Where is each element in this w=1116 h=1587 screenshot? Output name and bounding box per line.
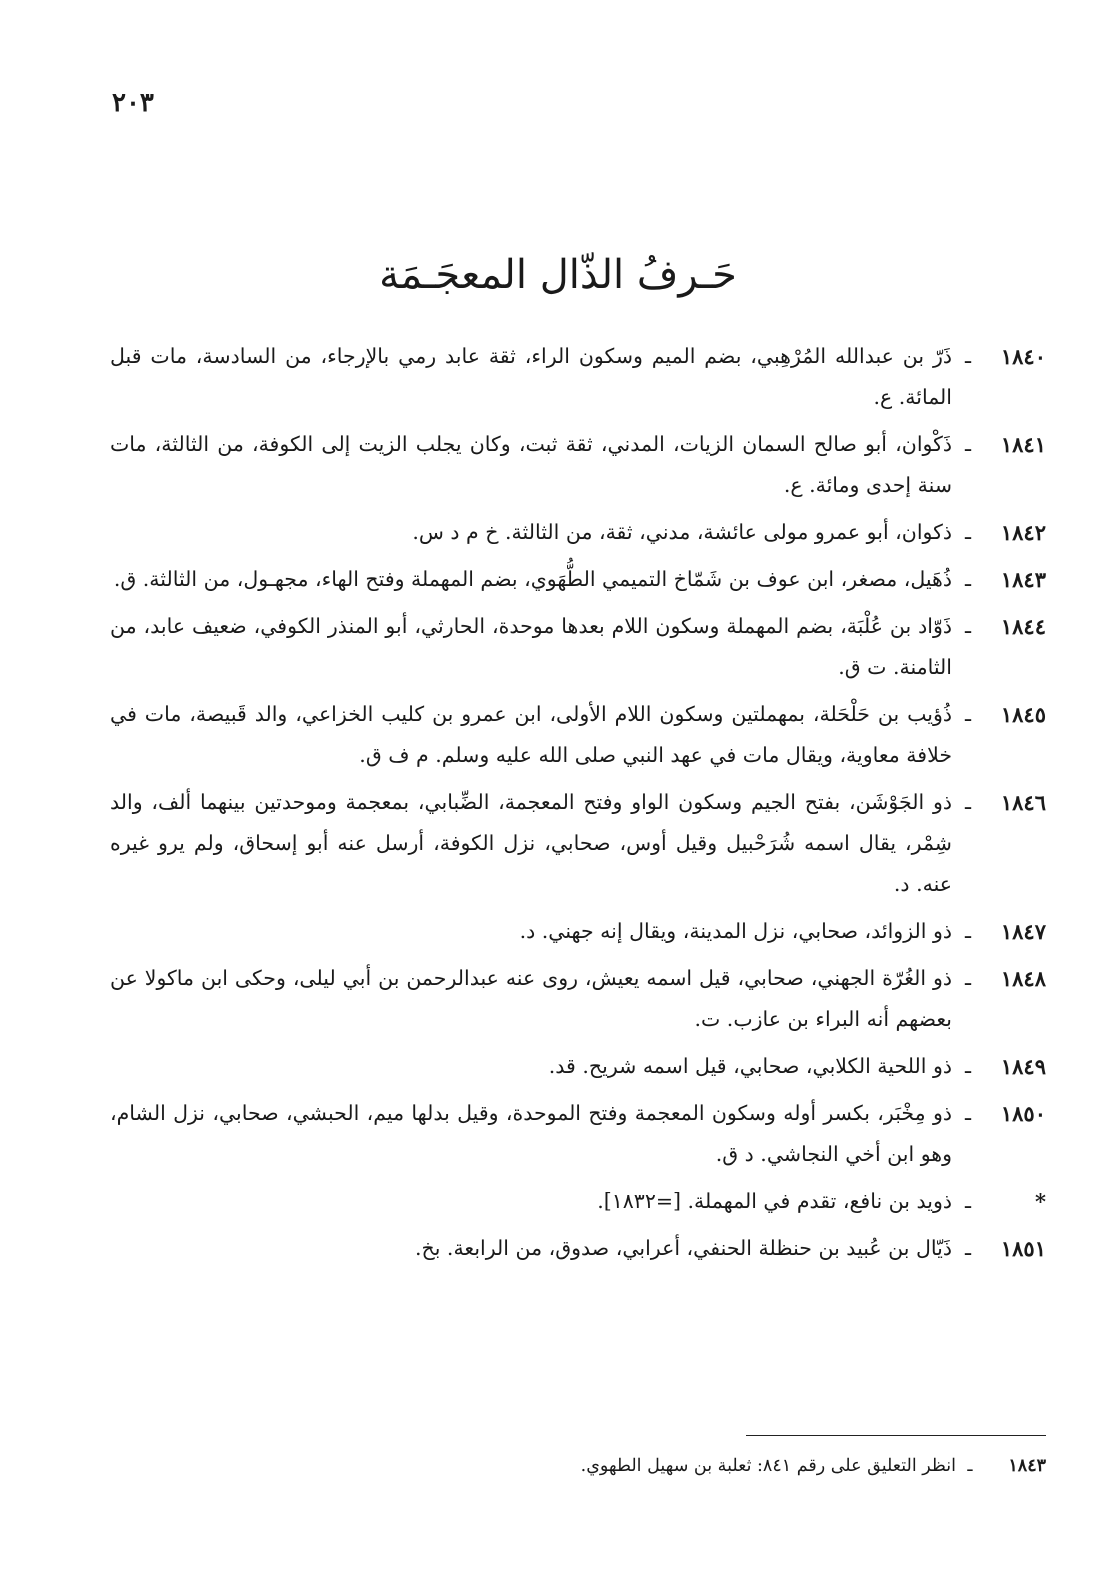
entry-text: ذويد بن نافع، تقدم في المهملة. [=١٨٣٢]. [597,1189,952,1213]
entry-number: ١٨٤٥ [1000,702,1046,727]
entry-text: ذو الجَوْشَن، بفتح الجيم وسكون الواو وفتح المعجمة، الضِّبابي، بمعجمة وموحدتين بينهما ألف، والد شِمْر، يقال اسمه شُرَحْبيل وقيل أوس، صحابي، نزل الكوفة، أرسل عنه أبو إسحاق، ولم يرو غيره عنه. د. [110,790,952,896]
entry-dash: ـ [964,520,971,544]
footnote [110,1452,1046,1480]
chapter-title: حَـرفُ الذّال المعجَـمَة [379,252,737,298]
entry-dash: ـ [964,1054,971,1078]
entry-1850 [110,1093,1046,1175]
entry-number: ١٨٥٠ [1000,1101,1046,1126]
entry-text: ذَيّال بن عُبيد بن حنظلة الحنفي، أعرابي، صدوق، من الرابعة. بخ. [414,1236,952,1260]
entry-1845 [110,694,1046,776]
entry-dash: ـ [964,966,971,990]
entry-list [110,336,1046,1275]
entry-text: ذو مِخْبَر، بكسر أوله وسكون المعجمة وفتح الموحدة، وقيل بدلها ميم، الحبشي، صحابي، نزل الشام، وهو ابن أخي النجاشي. د ق. [110,1101,952,1166]
entry-cross-reference [110,1181,1046,1222]
entry-dash: ـ [964,344,971,368]
entry-text: ذو الزوائد، صحابي، نزل المدينة، ويقال إنه جهني. د. [519,919,952,943]
entry-text: ذَرّ بن عبدالله المُرْهِبي، بضم الميم وسكون الراء، ثقة عابد رمي بالإرجاء، من السادسة، مات قبل المائة. ع. [110,344,952,409]
entry-dash: ـ [964,790,971,814]
entry-number: ١٨٤٩ [1000,1054,1046,1079]
entry-text: ذكوان، أبو عمرو مولى عائشة، مدني، ثقة، من الثالثة. خ م د س. [412,520,952,544]
footnote-text: انظر التعليق على رقم ٨٤١: ثعلبة بن سهيل الطهوي. [580,1456,956,1476]
entry-dash: ـ [964,432,971,456]
entry-number: ١٨٤١ [1000,432,1046,457]
entry-dash: ـ [964,614,971,638]
entry-number: ١٨٤٣ [1000,567,1046,592]
entry-dash: ـ [964,567,971,591]
entry-text: ذُؤيب بن حَلْحَلة، بمهملتين وسكون اللام الأولى، ابن عمرو بن كليب الخزاعي، والد قَبيصة، مات في خلافة معاوية، ويقال مات في عهد النبي صلى الله عليه وسلم. م ف ق. [110,702,952,767]
footnote-dash: ـ [967,1456,973,1476]
footnote-divider [746,1435,1046,1436]
entry-1851 [110,1228,1046,1269]
entry-1844 [110,606,1046,688]
footnote-number: ١٨٤٣ [1008,1456,1046,1476]
entry-number: ١٨٤٢ [1000,520,1046,545]
entry-dash: ـ [964,1101,971,1125]
entry-number: ١٨٤٧ [1000,919,1046,944]
entry-number: ١٨٤٨ [1000,966,1046,991]
entry-number: ١٨٤٦ [1000,790,1046,815]
entry-1846 [110,782,1046,905]
entry-number: ١٨٤٠ [1000,344,1046,369]
entry-1842 [110,512,1046,553]
entry-dash: ـ [964,1236,971,1260]
entry-1847 [110,911,1046,952]
entry-1848 [110,958,1046,1040]
entry-dash: ـ [964,919,971,943]
entry-1849 [110,1046,1046,1087]
entry-dash: ـ [964,1189,971,1213]
entry-1841 [110,424,1046,506]
entry-dash: ـ [964,702,971,726]
entry-text: ذَوّاد بن عُلْبَة، بضم المهملة وسكون اللام بعدها موحدة، الحارثي، أبو المنذر الكوفي، ضعيف عابد، من الثامنة. ت ق. [110,614,952,679]
asterisk-marker: * [1035,1189,1046,1214]
entry-text: ذو اللحية الكلابي، صحابي، قيل اسمه شريح. قد. [548,1054,952,1078]
entry-text: ذُهَيل، مصغر، ابن عوف بن شَمّاخ التميمي الطُّهَوي، بضم المهملة وفتح الهاء، مجهـول، من الثالثة. ق. [113,567,952,591]
entry-text: ذَكْوان، أبو صالح السمان الزيات، المدني، ثقة ثبت، وكان يجلب الزيت إلى الكوفة، من الثالثة، مات سنة إحدى ومائة. ع. [110,432,952,497]
entry-1843 [110,559,1046,600]
entry-1840 [110,336,1046,418]
page-number: ٢٠٣ [112,88,154,118]
entry-number: ١٨٥١ [1000,1236,1046,1261]
entry-number: ١٨٤٤ [1000,614,1046,639]
entry-text: ذو الغُرّة الجهني، صحابي، قيل اسمه يعيش، روى عنه عبدالرحمن بن أبي ليلى، وحكى ابن ماكولا عن بعضهم أنه البراء بن عازب. ت. [110,966,952,1031]
